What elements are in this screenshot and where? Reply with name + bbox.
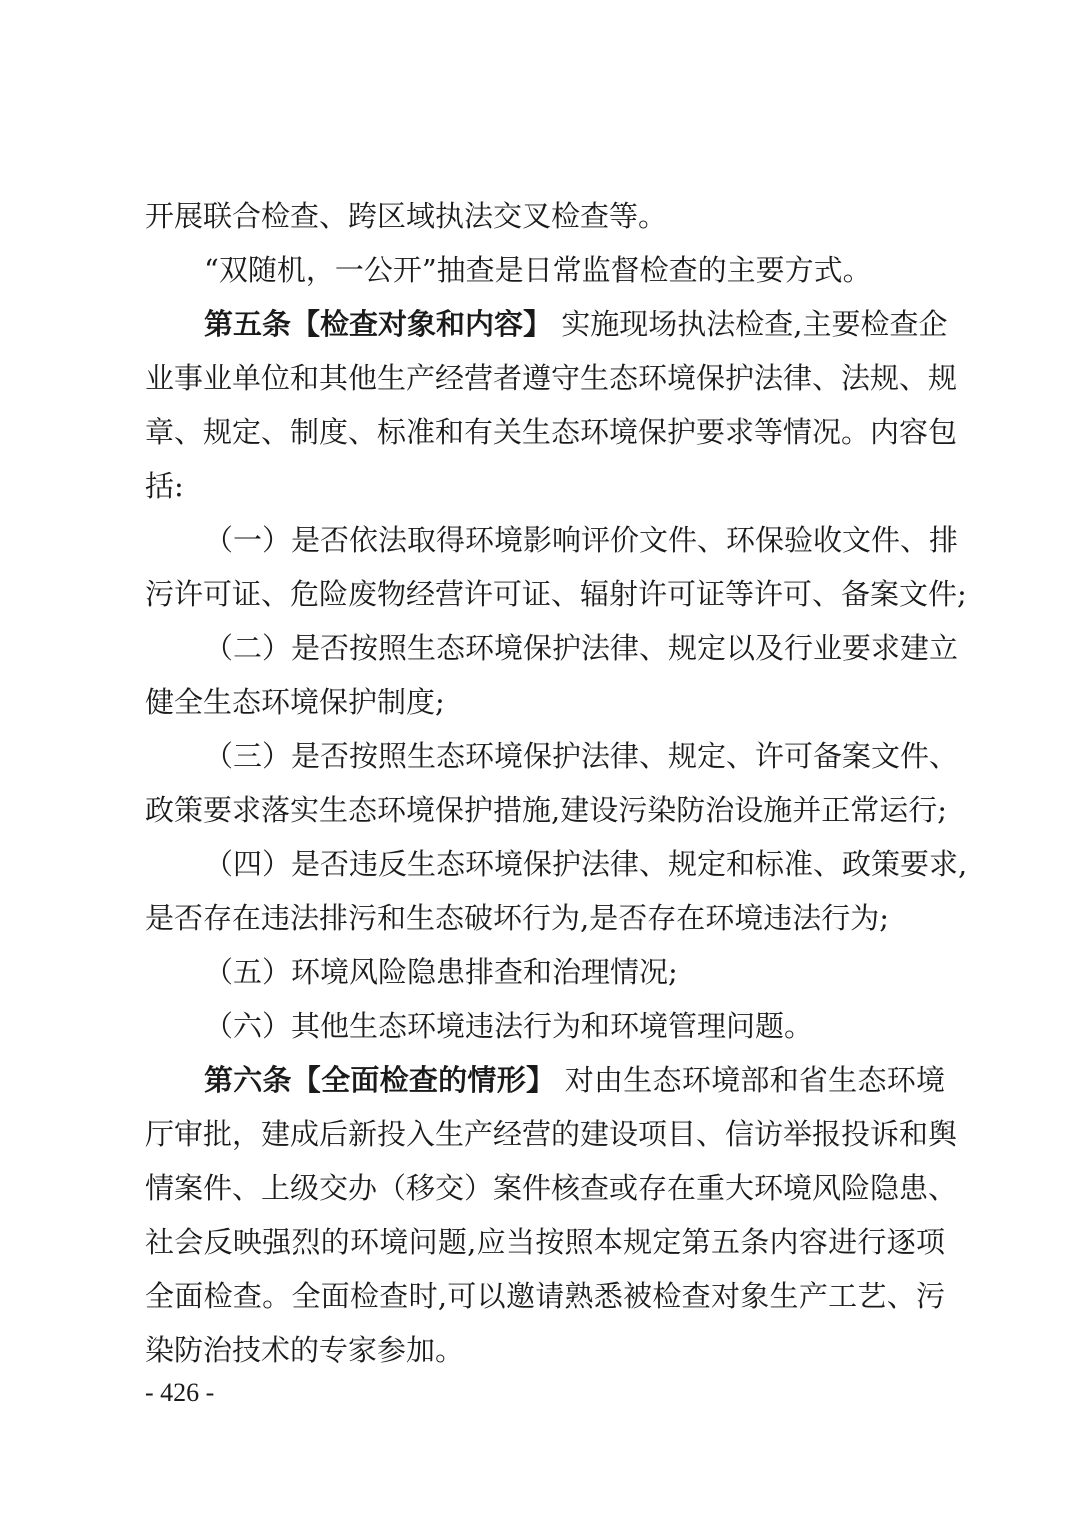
list-item-2-cont: 健全生态环境保护制度; — [145, 685, 445, 719]
list-item-4: （四）是否违反生态环境保护法律、规定和标准、政策要求, — [204, 847, 968, 881]
paragraph-line: 开展联合检查、跨区域执法交叉检查等。 — [145, 199, 668, 233]
paragraph-line: 全面检查。全面检查时,可以邀请熟悉被检查对象生产工艺、污 — [145, 1279, 945, 1313]
list-item-3: （三）是否按照生态环境保护法律、规定、许可备案文件、 — [204, 739, 959, 773]
list-item-1: （一）是否依法取得环境影响评价文件、环保验收文件、排 — [204, 523, 959, 557]
article-5-text: 实施现场执法检查,主要检查企 — [552, 307, 948, 341]
paragraph-line: 括: — [145, 469, 184, 503]
list-item-3-cont: 政策要求落实生态环境保护措施,建设污染防治设施并正常运行; — [145, 793, 947, 827]
article-6-first-line — [204, 1060, 945, 1100]
page-number: - 426 - — [145, 1378, 215, 1407]
paragraph-line: 厅审批，建成后新投入生产经营的建设项目、信访举报投诉和舆 — [145, 1117, 958, 1151]
list-item-1-cont: 污许可证、危险废物经营许可证、辐射许可证等许可、备案文件; — [145, 577, 967, 611]
article-6-text: 对由生态环境部和省生态环境 — [555, 1063, 945, 1097]
list-item-2: （二）是否按照生态环境保护法律、规定以及行业要求建立 — [204, 631, 959, 665]
paragraph-line: 情案件、上级交办（移交）案件核查或存在重大环境风险隐患、 — [145, 1171, 958, 1205]
paragraph-line: 染防治技术的专家参加。 — [145, 1333, 465, 1367]
paragraph-line: 业事业单位和其他生产经营者遵守生态环境保护法律、法规、规 — [145, 361, 958, 395]
paragraph-line: 社会反映强烈的环境问题,应当按照本规定第五条内容进行逐项 — [145, 1225, 945, 1259]
article-6-heading: 第六条【全面检查的情形】 — [204, 1063, 556, 1097]
list-item-6: （六）其他生态环境违法行为和环境管理问题。 — [204, 1009, 814, 1043]
article-5-first-line — [204, 304, 948, 344]
list-item-4-cont: 是否存在违法排污和生态破坏行为,是否存在环境违法行为; — [145, 901, 889, 935]
article-5-heading: 第五条【检查对象和内容】 — [204, 307, 553, 341]
paragraph-line: 章、规定、制度、标准和有关生态环境保护要求等情况。内容包 — [145, 415, 958, 449]
paragraph-line: “双随机，一公开”抽查是日常监督检查的主要方式。 — [204, 253, 872, 287]
list-item-5: （五）环境风险隐患排查和治理情况; — [204, 955, 678, 989]
